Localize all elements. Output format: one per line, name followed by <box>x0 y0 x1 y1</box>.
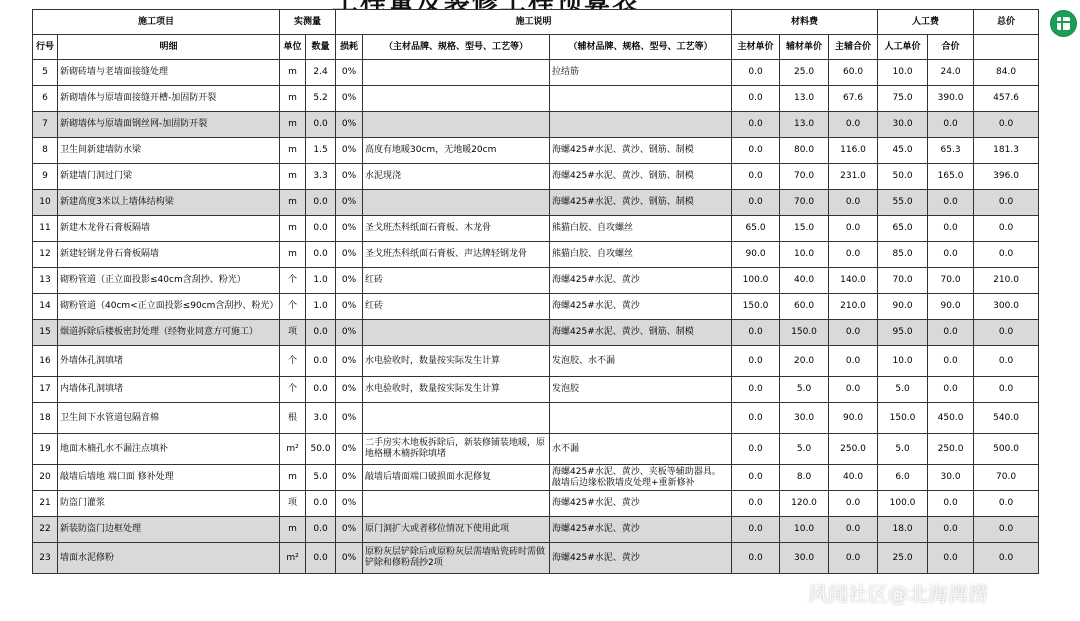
row-aux-price: 10.0 <box>780 517 829 543</box>
col-labor-price: 人工单价 <box>878 35 928 60</box>
table-row <box>33 294 1039 320</box>
row-main-spec <box>363 112 550 138</box>
row-main-price: 0.0 <box>732 346 780 377</box>
col-loss: 损耗 <box>336 35 363 60</box>
row-main-spec: 水电验收时，数量按实际发生计算 <box>363 346 550 377</box>
row-aux-spec: 海螺425#水泥、黄沙 <box>550 517 732 543</box>
row-main-price: 0.0 <box>732 164 780 190</box>
row-main-spec: 敲墙后墙面端口破损面水泥修复 <box>363 465 550 491</box>
row-loss: 0% <box>336 242 363 268</box>
row-qty: 50.0 <box>306 434 336 465</box>
row-loss: 0% <box>336 86 363 112</box>
row-aux-price: 120.0 <box>780 491 829 517</box>
row-aux-spec: 海螺425#水泥、黄沙 <box>550 294 732 320</box>
row-no: 23 <box>33 543 58 574</box>
row-total: 0.0 <box>974 216 1039 242</box>
row-item: 烟道拆除后楼板密封处理（经物业同意方可施工） <box>58 320 280 346</box>
row-material-total: 0.0 <box>829 517 878 543</box>
row-aux-spec: 海螺425#水泥、黄沙、夹板等辅助器具。敲墙后边缘松散墙皮处理+重新修补 <box>550 465 732 491</box>
row-material-total: 60.0 <box>829 60 878 86</box>
row-unit: 个 <box>280 377 306 403</box>
row-labor-price: 30.0 <box>878 112 928 138</box>
row-total: 0.0 <box>974 517 1039 543</box>
row-aux-spec: 发泡胶 <box>550 377 732 403</box>
row-main-spec: 红砖 <box>363 294 550 320</box>
row-no: 10 <box>33 190 58 216</box>
row-no: 7 <box>33 112 58 138</box>
row-aux-spec: 海螺425#水泥、黄沙、钢筋、制模 <box>550 138 732 164</box>
row-unit: m <box>280 216 306 242</box>
row-total: 396.0 <box>974 164 1039 190</box>
row-loss: 0% <box>336 268 363 294</box>
row-labor-total: 0.0 <box>928 491 974 517</box>
row-item: 外墙体孔洞填堵 <box>58 346 280 377</box>
row-main-price: 0.0 <box>732 434 780 465</box>
row-total: 0.0 <box>974 543 1039 574</box>
row-labor-total: 0.0 <box>928 377 974 403</box>
row-main-spec: 圣戈班杰科纸面石膏板、木龙骨 <box>363 216 550 242</box>
table-row <box>33 268 1039 294</box>
row-labor-price: 45.0 <box>878 138 928 164</box>
row-item: 新建高度3米以上墙体结构梁 <box>58 190 280 216</box>
row-material-total: 40.0 <box>829 465 878 491</box>
col-material-total: 主辅合价 <box>829 35 878 60</box>
row-unit: m <box>280 164 306 190</box>
row-no: 5 <box>33 60 58 86</box>
row-loss: 0% <box>336 112 363 138</box>
row-aux-price: 40.0 <box>780 268 829 294</box>
table-row <box>33 543 1039 574</box>
row-no: 6 <box>33 86 58 112</box>
row-labor-price: 95.0 <box>878 320 928 346</box>
row-main-price: 0.0 <box>732 60 780 86</box>
row-item: 砌粉管道（40cm<正立面投影≤90cm含刮抄、粉光） <box>58 294 280 320</box>
row-unit: m <box>280 242 306 268</box>
row-aux-price: 15.0 <box>780 216 829 242</box>
row-total: 0.0 <box>974 112 1039 138</box>
row-qty: 1.0 <box>306 268 336 294</box>
row-qty: 0.0 <box>306 377 336 403</box>
row-total: 0.0 <box>974 320 1039 346</box>
row-material-total: 0.0 <box>829 112 878 138</box>
row-aux-price: 13.0 <box>780 112 829 138</box>
row-item: 敲墙后墙地 端口面 修补处理 <box>58 465 280 491</box>
row-item: 新建墙门洞过门梁 <box>58 164 280 190</box>
row-main-price: 0.0 <box>732 320 780 346</box>
row-aux-price: 20.0 <box>780 346 829 377</box>
row-aux-price: 70.0 <box>780 164 829 190</box>
row-loss: 0% <box>336 216 363 242</box>
row-total: 181.3 <box>974 138 1039 164</box>
row-aux-price: 80.0 <box>780 138 829 164</box>
table-row <box>33 164 1039 190</box>
table-row <box>33 346 1039 377</box>
row-labor-price: 18.0 <box>878 517 928 543</box>
row-no: 16 <box>33 346 58 377</box>
row-main-spec <box>363 491 550 517</box>
row-labor-total: 65.3 <box>928 138 974 164</box>
row-unit: 个 <box>280 346 306 377</box>
row-main-spec <box>363 403 550 434</box>
row-aux-price: 70.0 <box>780 190 829 216</box>
row-labor-total: 0.0 <box>928 216 974 242</box>
row-labor-total: 390.0 <box>928 86 974 112</box>
row-loss: 0% <box>336 491 363 517</box>
table-row <box>33 491 1039 517</box>
row-unit: m² <box>280 434 306 465</box>
row-loss: 0% <box>336 543 363 574</box>
row-labor-total: 0.0 <box>928 242 974 268</box>
row-main-spec: 原门洞扩大或者移位情况下使用此项 <box>363 517 550 543</box>
row-item: 新装防盗门边框处理 <box>58 517 280 543</box>
table-row <box>33 112 1039 138</box>
row-loss: 0% <box>336 346 363 377</box>
row-unit: 项 <box>280 320 306 346</box>
row-labor-price: 90.0 <box>878 294 928 320</box>
row-item: 新砌墙体与原墙面接缝开槽-加固防开裂 <box>58 86 280 112</box>
row-unit: m <box>280 138 306 164</box>
row-qty: 0.0 <box>306 112 336 138</box>
row-material-total: 67.6 <box>829 86 878 112</box>
row-aux-price: 25.0 <box>780 60 829 86</box>
col-labor-total: 合价 <box>928 35 974 60</box>
row-material-total: 0.0 <box>829 190 878 216</box>
table-body <box>33 60 1039 574</box>
row-qty: 0.0 <box>306 242 336 268</box>
row-labor-total: 24.0 <box>928 60 974 86</box>
header-group-row <box>33 10 1039 35</box>
row-total: 300.0 <box>974 294 1039 320</box>
header-material-cost: 材料费 <box>732 10 878 35</box>
row-labor-price: 10.0 <box>878 60 928 86</box>
row-total: 500.0 <box>974 434 1039 465</box>
row-no: 22 <box>33 517 58 543</box>
row-material-total: 0.0 <box>829 216 878 242</box>
header-column-row <box>33 35 1039 60</box>
row-unit: 根 <box>280 403 306 434</box>
row-labor-price: 5.0 <box>878 434 928 465</box>
row-aux-spec: 海螺425#水泥、黄沙、钢筋、制模 <box>550 320 732 346</box>
row-main-spec: 水泥现浇 <box>363 164 550 190</box>
row-unit: m <box>280 60 306 86</box>
row-item: 新建木龙骨石膏板隔墙 <box>58 216 280 242</box>
row-qty: 0.0 <box>306 543 336 574</box>
row-qty: 2.4 <box>306 60 336 86</box>
row-qty: 3.3 <box>306 164 336 190</box>
row-aux-spec <box>550 112 732 138</box>
row-labor-total: 0.0 <box>928 346 974 377</box>
row-main-price: 150.0 <box>732 294 780 320</box>
row-total: 540.0 <box>974 403 1039 434</box>
row-aux-spec: 熊猫白胶、自攻螺丝 <box>550 242 732 268</box>
row-loss: 0% <box>336 320 363 346</box>
row-main-spec: 原粉灰层铲除后或原粉灰层需墙贴瓷砖时需做铲除和修粉刮抄2项 <box>363 543 550 574</box>
row-aux-spec: 海螺425#水泥、黄沙 <box>550 491 732 517</box>
row-qty: 0.0 <box>306 216 336 242</box>
row-main-spec: 二手房实木地板拆除后，新装修铺装地暖，原地格栅木楠拆除填堵 <box>363 434 550 465</box>
budget-sheet <box>32 9 1038 621</box>
row-item: 砌粉管道（正立面投影≤40cm含刮抄、粉光） <box>58 268 280 294</box>
row-labor-price: 55.0 <box>878 190 928 216</box>
table-row <box>33 216 1039 242</box>
row-aux-price: 8.0 <box>780 465 829 491</box>
row-aux-spec: 拉结筋 <box>550 60 732 86</box>
table-row <box>33 242 1039 268</box>
col-total <box>974 35 1039 60</box>
col-qty: 数量 <box>306 35 336 60</box>
row-main-spec <box>363 320 550 346</box>
row-loss: 0% <box>336 190 363 216</box>
row-qty: 3.0 <box>306 403 336 434</box>
row-no: 19 <box>33 434 58 465</box>
row-total: 0.0 <box>974 190 1039 216</box>
row-total: 0.0 <box>974 491 1039 517</box>
row-qty: 0.0 <box>306 517 336 543</box>
row-material-total: 90.0 <box>829 403 878 434</box>
row-labor-price: 5.0 <box>878 377 928 403</box>
table-row <box>33 60 1039 86</box>
row-total: 0.0 <box>974 346 1039 377</box>
header-construction-item: 施工项目 <box>33 10 280 35</box>
watermark: 风闻社区@北海湾捞 <box>808 582 988 606</box>
row-loss: 0% <box>336 138 363 164</box>
row-labor-price: 150.0 <box>878 403 928 434</box>
col-main-spec: （主材品牌、规格、型号、工艺等） <box>363 35 550 60</box>
row-main-price: 0.0 <box>732 190 780 216</box>
row-qty: 0.0 <box>306 491 336 517</box>
row-material-total: 0.0 <box>829 377 878 403</box>
row-loss: 0% <box>336 403 363 434</box>
row-qty: 1.0 <box>306 294 336 320</box>
row-main-spec: 高度有地暖30cm，无地暖20cm <box>363 138 550 164</box>
row-labor-total: 0.0 <box>928 112 974 138</box>
row-item: 新砌砖墙与老墙面接缝处理 <box>58 60 280 86</box>
row-main-price: 0.0 <box>732 403 780 434</box>
col-detail: 明细 <box>58 35 280 60</box>
row-total: 0.0 <box>974 377 1039 403</box>
row-labor-total: 0.0 <box>928 543 974 574</box>
row-labor-price: 50.0 <box>878 164 928 190</box>
table-row <box>33 434 1039 465</box>
row-no: 9 <box>33 164 58 190</box>
col-aux-price: 辅材单价 <box>780 35 829 60</box>
row-unit: m <box>280 190 306 216</box>
row-labor-total: 90.0 <box>928 294 974 320</box>
header-measured-qty: 实测量 <box>280 10 336 35</box>
row-main-price: 0.0 <box>732 377 780 403</box>
row-item: 卫生间新建墙防水梁 <box>58 138 280 164</box>
row-labor-price: 10.0 <box>878 346 928 377</box>
row-main-price: 0.0 <box>732 112 780 138</box>
spreadsheet-grid-icon[interactable] <box>1050 10 1077 37</box>
row-labor-total: 450.0 <box>928 403 974 434</box>
row-total: 0.0 <box>974 242 1039 268</box>
row-aux-spec: 海螺425#水泥、黄沙 <box>550 268 732 294</box>
row-total: 457.6 <box>974 86 1039 112</box>
budget-table <box>32 9 1039 574</box>
row-unit: m <box>280 112 306 138</box>
row-main-price: 0.0 <box>732 138 780 164</box>
row-labor-price: 70.0 <box>878 268 928 294</box>
row-labor-total: 0.0 <box>928 517 974 543</box>
table-row <box>33 465 1039 491</box>
row-aux-price: 30.0 <box>780 403 829 434</box>
row-labor-price: 25.0 <box>878 543 928 574</box>
row-no: 18 <box>33 403 58 434</box>
row-material-total: 0.0 <box>829 543 878 574</box>
col-main-price: 主材单价 <box>732 35 780 60</box>
row-material-total: 0.0 <box>829 491 878 517</box>
col-unit: 单位 <box>280 35 306 60</box>
header-construction-desc: 施工说明 <box>336 10 732 35</box>
row-labor-total: 0.0 <box>928 320 974 346</box>
row-labor-price: 85.0 <box>878 242 928 268</box>
row-item: 卫生间下水管道包隔音棉 <box>58 403 280 434</box>
col-row-no: 行号 <box>33 35 58 60</box>
row-total: 84.0 <box>974 60 1039 86</box>
row-loss: 0% <box>336 465 363 491</box>
row-qty: 0.0 <box>306 320 336 346</box>
table-row <box>33 377 1039 403</box>
row-no: 21 <box>33 491 58 517</box>
row-material-total: 250.0 <box>829 434 878 465</box>
row-aux-price: 5.0 <box>780 377 829 403</box>
row-no: 13 <box>33 268 58 294</box>
row-main-spec <box>363 190 550 216</box>
row-item: 内墙体孔洞填堵 <box>58 377 280 403</box>
row-aux-spec: 熊猫白胶、自攻螺丝 <box>550 216 732 242</box>
row-qty: 0.0 <box>306 346 336 377</box>
table-row <box>33 320 1039 346</box>
title-strip <box>32 0 1038 9</box>
row-qty: 5.2 <box>306 86 336 112</box>
row-labor-price: 75.0 <box>878 86 928 112</box>
row-aux-price: 13.0 <box>780 86 829 112</box>
row-material-total: 140.0 <box>829 268 878 294</box>
row-main-price: 0.0 <box>732 543 780 574</box>
row-aux-price: 5.0 <box>780 434 829 465</box>
row-loss: 0% <box>336 60 363 86</box>
row-item: 新建轻钢龙骨石膏板隔墙 <box>58 242 280 268</box>
row-no: 11 <box>33 216 58 242</box>
row-qty: 5.0 <box>306 465 336 491</box>
row-main-price: 0.0 <box>732 517 780 543</box>
row-material-total: 0.0 <box>829 346 878 377</box>
row-main-spec <box>363 86 550 112</box>
row-unit: m² <box>280 543 306 574</box>
row-main-spec: 圣戈班杰科纸面石膏板、声达牌轻钢龙骨 <box>363 242 550 268</box>
row-aux-price: 150.0 <box>780 320 829 346</box>
row-unit: 个 <box>280 268 306 294</box>
row-item: 防盗门灌浆 <box>58 491 280 517</box>
row-labor-total: 30.0 <box>928 465 974 491</box>
row-material-total: 116.0 <box>829 138 878 164</box>
row-no: 14 <box>33 294 58 320</box>
row-loss: 0% <box>336 377 363 403</box>
row-no: 12 <box>33 242 58 268</box>
row-total: 70.0 <box>974 465 1039 491</box>
row-main-price: 0.0 <box>732 465 780 491</box>
row-loss: 0% <box>336 434 363 465</box>
row-main-price: 100.0 <box>732 268 780 294</box>
row-aux-spec <box>550 86 732 112</box>
row-loss: 0% <box>336 517 363 543</box>
row-aux-spec: 海螺425#水泥、黄沙 <box>550 543 732 574</box>
row-no: 17 <box>33 377 58 403</box>
row-material-total: 0.0 <box>829 242 878 268</box>
row-total: 210.0 <box>974 268 1039 294</box>
row-no: 15 <box>33 320 58 346</box>
row-loss: 0% <box>336 164 363 190</box>
row-aux-spec: 海螺425#水泥、黄沙、钢筋、制模 <box>550 190 732 216</box>
table-row <box>33 403 1039 434</box>
row-aux-spec: 发泡胶、水不漏 <box>550 346 732 377</box>
row-item: 墙面水泥修粉 <box>58 543 280 574</box>
row-main-spec: 红砖 <box>363 268 550 294</box>
row-aux-price: 10.0 <box>780 242 829 268</box>
row-labor-total: 165.0 <box>928 164 974 190</box>
row-item: 新砌墙体与原墙面钢丝网-加固防开裂 <box>58 112 280 138</box>
row-no: 8 <box>33 138 58 164</box>
row-aux-price: 30.0 <box>780 543 829 574</box>
row-material-total: 231.0 <box>829 164 878 190</box>
row-main-price: 65.0 <box>732 216 780 242</box>
row-unit: 项 <box>280 491 306 517</box>
row-labor-total: 250.0 <box>928 434 974 465</box>
col-aux-spec: （辅材品牌、规格、型号、工艺等） <box>550 35 732 60</box>
row-labor-price: 100.0 <box>878 491 928 517</box>
row-labor-total: 70.0 <box>928 268 974 294</box>
row-loss: 0% <box>336 294 363 320</box>
row-main-spec <box>363 60 550 86</box>
row-aux-price: 60.0 <box>780 294 829 320</box>
row-labor-price: 65.0 <box>878 216 928 242</box>
header-labor-cost: 人工费 <box>878 10 974 35</box>
row-main-price: 0.0 <box>732 86 780 112</box>
table-row <box>33 138 1039 164</box>
row-labor-total: 0.0 <box>928 190 974 216</box>
row-unit: m <box>280 465 306 491</box>
table-row <box>33 86 1039 112</box>
row-material-total: 210.0 <box>829 294 878 320</box>
table-row <box>33 517 1039 543</box>
header-total-price: 总价 <box>974 10 1039 35</box>
row-labor-price: 6.0 <box>878 465 928 491</box>
row-item: 地面木楠孔水不漏注点填补 <box>58 434 280 465</box>
row-unit: m <box>280 517 306 543</box>
row-aux-spec: 海螺425#水泥、黄沙、钢筋、制模 <box>550 164 732 190</box>
row-no: 20 <box>33 465 58 491</box>
row-main-spec: 水电验收时，数量按实际发生计算 <box>363 377 550 403</box>
row-main-price: 0.0 <box>732 491 780 517</box>
row-qty: 0.0 <box>306 190 336 216</box>
row-unit: m <box>280 86 306 112</box>
row-material-total: 0.0 <box>829 320 878 346</box>
row-main-price: 90.0 <box>732 242 780 268</box>
row-qty: 1.5 <box>306 138 336 164</box>
table-row <box>33 190 1039 216</box>
row-aux-spec: 水不漏 <box>550 434 732 465</box>
row-aux-spec <box>550 403 732 434</box>
row-unit: 个 <box>280 294 306 320</box>
